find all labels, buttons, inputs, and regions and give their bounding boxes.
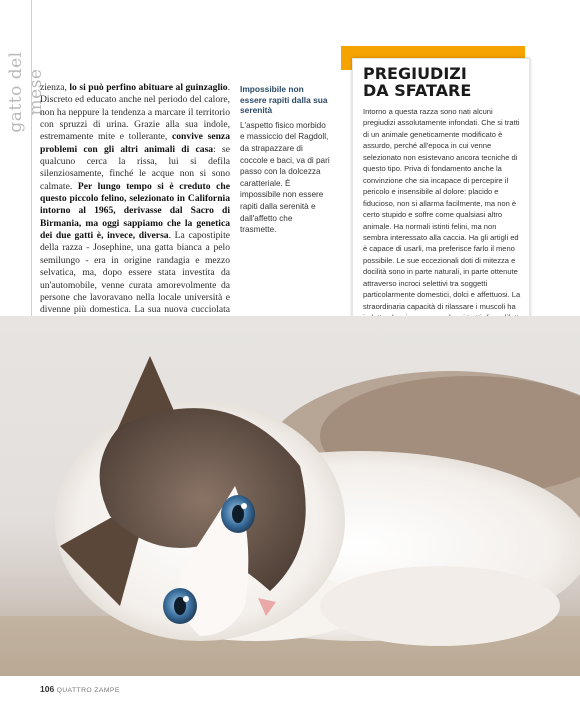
- main-text-column: [40, 82, 230, 354]
- section-label: gatto del mese: [6, 51, 46, 133]
- text-run: : se qualcuno cerca la rissa, lui si defila silenziosamente, finché le acque non si sono calmate.: [40, 143, 230, 192]
- text-run: . La capostipite della razza - Josephine, una gatta bianca a pelo semilungo - era in origine randagia e mezzo selvatica, ma, dopo essere stata investita da un'automobile, venne curata amorevolmente da persone che lavoravano nella locale università e divenne più domestica. La sua nuova cucciolata: [40, 230, 231, 316]
- text-run: zienza,: [40, 82, 70, 93]
- box-title-line: PREGIUDIZI: [363, 64, 467, 83]
- magazine-name: QUATTRO ZAMPE: [56, 687, 120, 694]
- cat-illustration: [0, 316, 580, 676]
- text-run: . Discreto ed educato anche nel periodo del calore, non ha neppure la tendenza a marcare il territorio con spruzzi di urina. Grazie alla sua indole, estremamente mite e tollerante,: [40, 82, 230, 143]
- box-title-line: DA SFATARE: [363, 81, 472, 100]
- side-column: [240, 84, 330, 236]
- left-divider-rule: [31, 0, 32, 330]
- side-heading: Impossibile non essere rapiti dalla sua serenità: [240, 84, 328, 116]
- box-title: [363, 65, 523, 99]
- bold-run: Per lungo tempo si è creduto che questo piccolo felino, selezionato in California intorno al 1965, derivasse dal Sacro di Birmania, ma oggi sappiamo che la genetica dei due gatti è, invece, diversa: [40, 180, 231, 242]
- page-number: 106: [40, 684, 55, 694]
- side-body: L'aspetto fisico morbido e massiccio del Ragdoll, da strapazzare di coccole e baci, va di pari passo con la dolcezza caratteriale. È impossibile non essere rapiti dalla serenità e dall'affetto che trasmette.: [240, 120, 330, 235]
- cat-photo: [0, 316, 580, 676]
- myths-box: [352, 58, 530, 352]
- page-footer: [40, 684, 120, 694]
- bold-run: lo si può perfino abituare al guinzaglio: [69, 82, 228, 93]
- box-text: Intorno a questa razza sono nati alcuni pregiudizi assolutamente infondati. Che si tratti di un animale geneticamente modificato è assurdo, perché all'epoca in cui venne selezionato non esistevano ancora tecniche di questo tipo. Priva di fondamento anche la convinzione che sia incapace di percepire il pericolo e insensibile al dolore: placido e fiducioso, non si allarma facilmente, ma non è certo stupido e soffre come qualsiasi altro animale. Ha normali istinti felini, ma non sembra interessato alla caccia. Ha gli artigli ed è capace di usarli, ma preferisce farlo il meno possibile. Le sue eccezionali doti di mitezza e docilità sono in parte naturali, in parte ottenute attraverso incroci selettivi tra soggetti particolarmente domestici, dolci e affettuosi. La straordinaria capacità di rilassare i muscoli ha: [363, 107, 521, 311]
- main-paragraph: [40, 82, 230, 354]
- bold-run: convive senza problemi con gli altri animali di casa: [40, 131, 230, 155]
